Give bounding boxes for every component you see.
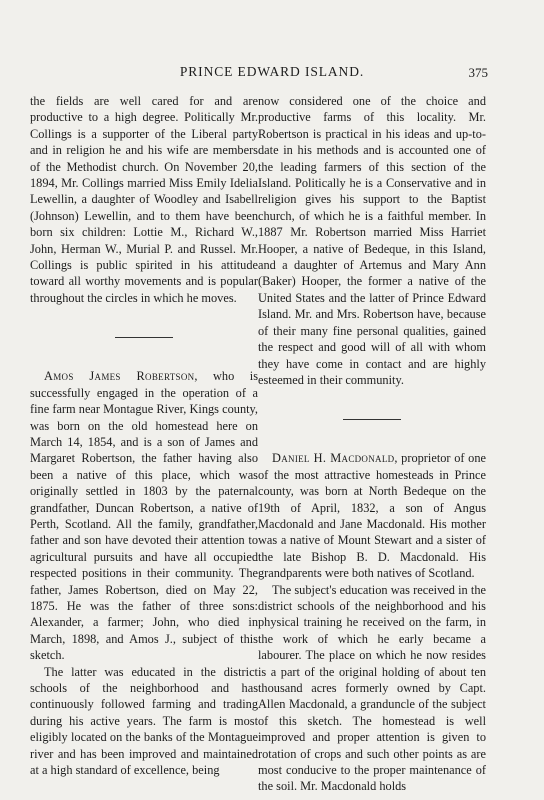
macdonald-paragraph-1 — [258, 450, 486, 581]
section-divider — [343, 419, 401, 420]
robertson-continuation-paragraph: now considered one of the choice and productive farms of this locality. Mr. Robertson is practical in his ideas and up-to-date in his methods and is accounted one of the leading farmers of this section of the Island. Politically he is a Conservative and in religion gives his support to the Baptist church, of which he is a faithful member. In 1887 Mr. Robertson married Miss Harriet Hooper, a native of Bedeque, in this Island, and a daughter of Artemus and Mary Ann (Baker) Hooper, the former a native of the United States and the latter of Prince Edward Island. Mr. and Mrs. Robertson have, because of their many fine personal qualities, gained the respect and good will of all with whom they have come in contact and are highly esteemed in their community. — [258, 94, 486, 387]
robertson-name: Amos James Robertson — [44, 369, 195, 384]
macdonald-name: Daniel H. Macdonald — [272, 451, 395, 466]
left-column — [30, 93, 258, 778]
macdonald-paragraph-2: The subject's education was received in the district schools of the neighborhood and his physical training he received on the farm, in the work of which he early became a labourer. The place on which he now resides is a part of the original holding of about ten thousand acres formerly owned by Capt. Allen Macdonald, a granduncle of the subject of this sketch. The homestead is well improved and proper attention is given to rotation of crops and such other points as are most conducive to the proper maintenance of the soil. Mr. Macdonald holds — [258, 582, 486, 794]
robertson-paragraph-1 — [30, 368, 258, 663]
section-divider — [115, 337, 173, 338]
robertson-paragraph-2: The latter was educated in the district schools of the neighborhood and has continuously followed farming and trading during his active years. The farm is most eligibly located on the banks of the Montague river and has been improved and maintained at a high standard of excellence, being — [30, 664, 258, 778]
macdonald-paragraph-1-text: , proprietor of one of the most attractive homesteads in Prince county, was born at North Bedeque on the 19th of April, 1832, a son of Angus Macdonald and Jane Macdonald. His mother was a native of Mount Stewart and a sister of the late Bishop B. D. Macdonald. His grandparents were both natives of Scotland. — [258, 451, 486, 581]
collings-paragraph: the fields are well cared for and are productive to a high degree. Politically Mr. Collings is a supporter of the Liberal party and in religion he and his wife are members of the Methodist church. On November 20, 1894, Mr. Collings married Miss Emily Idelia Lewellin, a daughter of Woodley and Isabell (Johnson) Lewellin, and to them have been born six children: Lottie M., Richard W., John, Herman W., Murial P. and Russel. Mr. Collings is public spirited in his attitude toward all worthy movements and is popular throughout the circles in which he moves. — [30, 94, 258, 305]
right-column — [258, 93, 486, 795]
robertson-paragraph-1-text: , who is successfully engaged in the operation of a fine farm near Montague River, Kings county, was born on the old homestead here on March 14, 1854, and is a son of James and Margaret Robertson, the father having also been a native of this place, which was originally settled in 1803 by the paternal grandfather, Duncan Robertson, a native of Perth, Scotland. All the family, grandfather, father and son have devoted their attention to agricultural pursuits and have all occupied respected positions in their community. The father, James Robertson, died on May 22, 1875. He was the father of three sons: Alexander, a farmer; John, who died in March, 1898, and Amos J., subject of this sketch. — [30, 369, 258, 663]
page-header — [0, 64, 544, 84]
running-title: PRINCE EDWARD ISLAND. — [179, 64, 365, 79]
page-number: 375 — [468, 65, 488, 80]
